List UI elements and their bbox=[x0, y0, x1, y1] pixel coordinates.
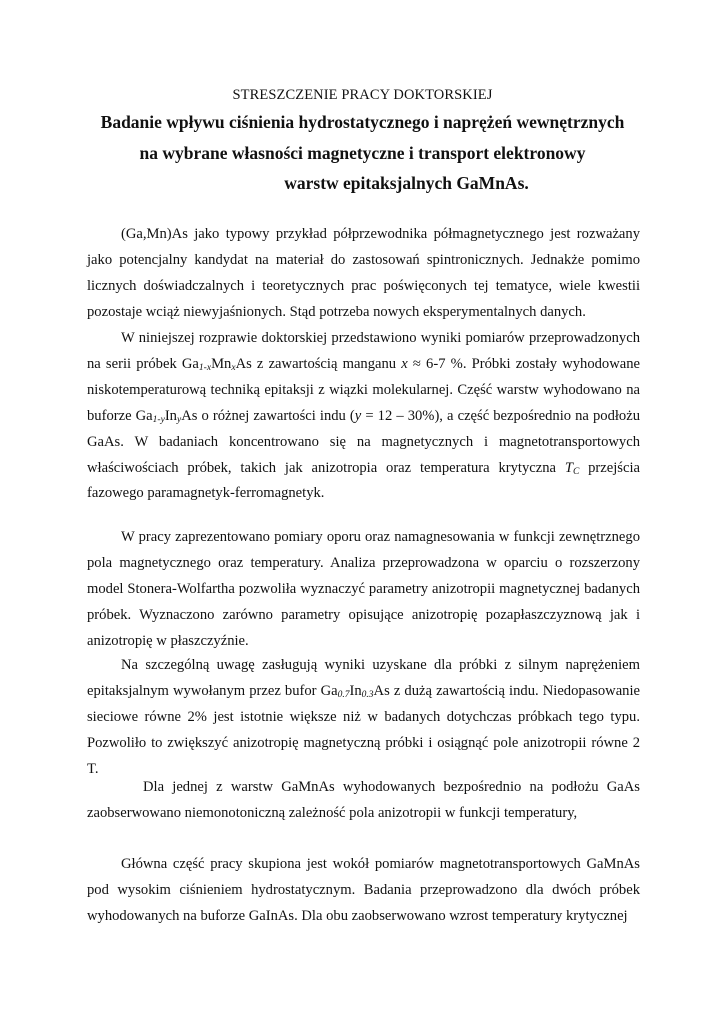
paragraph-samples: W niniejszej rozprawie doktorskiej przedstawiono wyniki pomiarów przeprowadzonych na serii próbek $Ga_{1-x}Mn_xAs$ z zawartością manganu x ≈ 6-7 %. Próbki zostały wyhodowane niskotemperaturową techniką epitaksji z wiązki molekularnej. Część warstw wyhodowano na buforze $Ga_{1-y}In_yAs$ o różnej zawartości indu (y = 12 – 30%), a część bezpośrednio na podłożu GaAs. W badaniach koncentrowano się na magnetycznych i magnetotransportowych właściwościach próbek, takich jak anizotropia oraz temperatura krytyczna $T_C$ przejścia fazowego paramagnetyk-ferromagnetyk. bbox=[87, 330, 641, 502]
paragraph-nonmonotonic: Dla jednej z warstw GaMnAs wyhodowanych bezpośrednio na podłożu GaAs zaobserwowano niemonotoniczną zależność pola anizotropii w funkcji temperatury, bbox=[87, 779, 640, 821]
title-line-2: na wybrane własności magnetyczne i transport elektronowy bbox=[139, 143, 586, 163]
paragraph-intro: (Ga,Mn)As jako typowy przykład półprzewodnika półmagnetycznego jest rozważany jako potencjalny kandydat na materiał do zastosowań spintronicznych. Jednakże pomimo licznych doświadczalnych i teoretycznych prac poświęconych tej tematyce, wiele kwestii pozostaje wciąż niewyjaśnionych. Stąd potrzeba nowych eksperymentalnych danych. bbox=[87, 226, 640, 320]
title-line-1: Badanie wpływu ciśnienia hydrostatycznego i naprężeń wewnętrznych bbox=[100, 112, 625, 132]
paragraph-measurements: W pracy zaprezentowano pomiary oporu oraz namagnesowania w funkcji zewnętrznego pola magnetycznego oraz temperatury. Analiza przeprowadzona w oparciu o rozszerzony model Stonera-Wolfartha pozwoliła wyznaczyć parametry anizotropii magnetycznej badanych próbek. Wyznaczono zarówno parametry opisujące anizotropię pozapłaszczyznową jak i anizotropię w płaszczyźnie. bbox=[87, 529, 640, 649]
paragraph-strain: Na szczególną uwagę zasługują wyniki uzyskane dla próbki z silnym naprężeniem epitaksjalnym wywołanym przez bufor $Ga_{0.7}In_{0.3}As$ z dużą zawartością indu. Niedopasowanie sieciowe równe 2% jest istotnie większe niż w badanych dotychczas próbkach tego typu. Pozwoliło to zwiększyć anizotropię magnetyczną próbki i osiągnąć pole anizotropii równe 2 T. bbox=[87, 657, 640, 777]
document-header: STRESZCZENIE PRACY DOKTORSKIEJ bbox=[232, 87, 493, 103]
title-line-3: warstw epitaksjalnych GaMnAs. bbox=[284, 173, 529, 193]
paragraph-pressure: Główna część pracy skupiona jest wokół pomiarów magnetotransportowych GaMnAs pod wysokim ciśnieniem hydrostatycznym. Badania przeprowadzono dla dwóch próbek wyhodowanych na buforze GaInAs. Dla obu zaobserwowano wzrost temperatury krytycznej bbox=[87, 856, 640, 924]
